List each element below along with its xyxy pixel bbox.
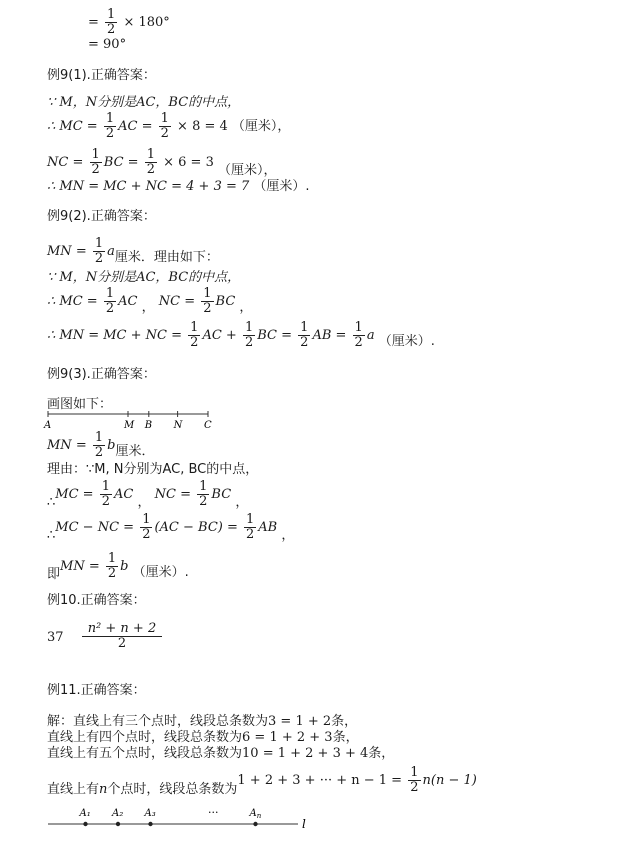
expr-lhs: NC =: [47, 155, 84, 170]
frac-num: 1: [107, 551, 117, 566]
frac-den: 2: [199, 494, 208, 509]
frac-num: 1: [94, 236, 104, 251]
answer-value: 37: [47, 630, 64, 645]
fraction: [105, 8, 117, 37]
ex9-3-line-4: [47, 513, 294, 542]
frac-num: 1: [146, 147, 155, 162]
heading-ex11: 例11.正确答案：: [47, 683, 146, 698]
frac-num: 1: [246, 512, 255, 527]
fraction: [106, 552, 118, 581]
expr-lhs: ∴ MC =: [47, 119, 98, 134]
text: 个点时，线段总条数为: [107, 782, 238, 797]
text: 直线上有五个点时，线段总条数为: [47, 746, 243, 761]
heading-ex10: 例10.正确答案：: [47, 593, 146, 608]
expr: ∴ MN = MC + NC = 4 + 3 = 7: [47, 179, 250, 194]
ex9-2-line-4: [47, 321, 435, 350]
expr: 1 + 2 + 3 + ··· + n − 1 =: [237, 773, 403, 788]
frac-den: 2: [410, 780, 419, 795]
line-points: [79, 808, 262, 826]
frac-den: 2: [354, 335, 363, 350]
expr-term: BC: [211, 487, 232, 502]
frac-num: 1: [101, 479, 110, 494]
frac-num: 1: [203, 286, 212, 301]
expr-rest: × 8 = 4: [177, 119, 228, 134]
separator: ，: [137, 495, 151, 510]
fraction: [90, 148, 102, 177]
fraction: [243, 321, 255, 350]
expr-lhs: MN =: [47, 438, 87, 453]
expr-term: AC: [114, 487, 134, 502]
expr-lhs: MN =: [47, 244, 87, 259]
fraction: [188, 321, 200, 350]
line-diagram-points: [40, 802, 330, 836]
expr-mid: BC =: [103, 155, 139, 170]
expr-lhs: ∴ MC =: [47, 294, 98, 309]
fraction: [93, 431, 105, 460]
fraction: [298, 321, 310, 350]
frac-num: 1: [190, 320, 199, 335]
point-label-2: A₂: [112, 808, 124, 819]
expr-mid: NC =: [158, 294, 196, 309]
expr-lhs: ∴ MN = MC + NC =: [47, 328, 183, 343]
frac-num: 1: [94, 430, 104, 445]
ex10-answer: [47, 622, 164, 651]
text: 直线上有: [47, 782, 100, 797]
point-dot-4: [253, 822, 257, 826]
ellipsis-dots: ···: [208, 806, 219, 819]
frac-num: 1: [244, 320, 254, 335]
separator: ，: [281, 528, 295, 543]
variable: a: [107, 244, 115, 259]
frac-den: 2: [107, 22, 116, 37]
text-end: 条，: [331, 714, 358, 729]
variable: b: [107, 438, 116, 453]
draw-label: 画图如下：: [47, 397, 113, 412]
frac-den: 2: [94, 445, 104, 460]
equals-sign: =: [88, 15, 99, 30]
heading-ex9-2: 例9(2).正确答案：: [47, 209, 156, 224]
frac-num: 1: [91, 147, 100, 162]
point-label-4: $A_n$: [249, 808, 262, 820]
text: 解：直线上有三个点时，线段总条数为: [47, 714, 269, 729]
frac-den: 2: [190, 335, 199, 350]
ex9-1-line-4: [47, 180, 310, 193]
frac-num: 1: [199, 479, 208, 494]
ex11-line-2: [47, 731, 359, 744]
expr-term: AB: [258, 520, 278, 535]
point-dot-1: [83, 822, 87, 826]
separator: ，: [235, 495, 249, 510]
expr: 3 = 1 + 2: [268, 714, 332, 729]
ex9-3-line-2: 理由：∵M, N分别为AC, BC的中点，: [47, 462, 259, 477]
separator: ，: [239, 300, 253, 315]
prefix-text: 即: [47, 567, 61, 582]
ex11-line-1: [47, 715, 357, 728]
text: 直线上有四个点时，线段总条数为: [47, 730, 243, 745]
frac-den: 2: [101, 494, 110, 509]
ex11-line-4: [47, 766, 477, 795]
frac-num: 1: [105, 111, 115, 126]
text-end: 条，: [332, 730, 359, 745]
frac-num: 1: [354, 320, 363, 335]
intro-line-2: = 90°: [88, 37, 127, 52]
frac-num: 1: [410, 765, 419, 780]
variable: a: [366, 328, 375, 343]
expr-mid: NC =: [154, 487, 191, 502]
point-label-b: B: [144, 420, 153, 430]
frac-den: 2: [160, 126, 169, 141]
point-dot-3: [148, 822, 152, 826]
expr-lhs: MN =: [60, 559, 100, 574]
ex9-3-line-1: [47, 431, 154, 460]
ex11-line-3: [47, 747, 394, 760]
frac-den: 2: [142, 527, 151, 542]
fraction: [201, 287, 213, 316]
frac-num: 1: [142, 512, 151, 527]
frac-den: 2: [105, 301, 115, 316]
frac-num: 1: [300, 320, 309, 335]
point-label-3: A₃: [144, 808, 156, 819]
expr-term: AC +: [202, 328, 237, 343]
fraction: [104, 287, 116, 316]
frac-den: 2: [246, 527, 255, 542]
heading-ex9-1: 例9(1).正确答案：: [47, 68, 156, 83]
expr-term: AC: [118, 294, 138, 309]
frac-den: 2: [300, 335, 309, 350]
expr-mid: AC =: [118, 119, 153, 134]
unit-text: （厘米），: [218, 163, 277, 178]
text-end: 条，: [368, 746, 395, 761]
frac-den: 2: [105, 126, 115, 141]
frac-num: 1: [105, 286, 115, 301]
frac-den: 2: [203, 301, 212, 316]
fraction: [100, 480, 112, 509]
ex9-1-line-3: [47, 148, 277, 177]
fraction: [353, 321, 365, 350]
expr-rest: n(n − 1): [422, 773, 477, 788]
frac-num: n² + n + 2: [82, 622, 163, 637]
expr: 6 = 1 + 2 + 3: [242, 730, 333, 745]
fraction: [244, 513, 256, 542]
intro-line-1: [88, 8, 170, 37]
expr-rest: × 6 = 3: [163, 155, 214, 170]
separator: ，: [141, 300, 155, 315]
point-label-c: C: [204, 420, 212, 430]
expr-term: BC: [215, 294, 236, 309]
heading-ex9-3: 例9(3).正确答案：: [47, 367, 156, 382]
segment-diagram-ac: [40, 408, 230, 430]
text-rest: 厘米．: [115, 444, 155, 459]
ex9-3-line-3: [47, 480, 248, 509]
expr-term: (AC − BC) =: [154, 520, 238, 535]
fraction: [145, 148, 157, 177]
variable: b: [120, 559, 129, 574]
expr-lhs: MC =: [55, 487, 94, 502]
expr-term: AB =: [312, 328, 347, 343]
expr-term: BC =: [257, 328, 293, 343]
therefore-symbol: ∴: [47, 495, 56, 510]
frac-den: 2: [107, 566, 117, 581]
expr: 10 = 1 + 2 + 3 + 4: [242, 746, 369, 761]
point-label-m: M: [124, 420, 135, 430]
frac-num: 1: [160, 111, 169, 126]
fraction: [140, 513, 152, 542]
fraction: [408, 766, 420, 795]
expr-rest: × 180°: [123, 15, 170, 30]
frac-den: 2: [117, 636, 127, 651]
ex9-1-line-1: ∵ M，N分别是AC，BC的中点，: [47, 95, 241, 110]
fraction: [93, 237, 105, 266]
ex9-2-line-2: ∵ M，N分别是AC，BC的中点，: [47, 270, 241, 285]
unit-text: （厘米）.: [253, 179, 310, 194]
unit-text: （厘米），: [231, 119, 291, 134]
unit-text: （厘米）.: [132, 565, 189, 580]
point-label-n: N: [173, 420, 183, 430]
fraction: [197, 480, 209, 509]
fraction: [82, 622, 163, 651]
text-rest: 厘米．理由如下：: [114, 250, 219, 265]
fraction: [104, 112, 116, 141]
frac-den: 2: [146, 162, 155, 177]
frac-num: 1: [107, 7, 116, 22]
point-label-a: A: [44, 420, 52, 430]
frac-den: 2: [94, 251, 104, 266]
frac-den: 2: [91, 162, 100, 177]
ex9-2-line-3: [47, 287, 252, 316]
ex9-3-line-5: [47, 552, 189, 581]
ex9-2-line-1: [47, 237, 219, 266]
point-dot-2: [116, 822, 120, 826]
fraction: [159, 112, 171, 141]
point-label-1: A₁: [79, 808, 91, 819]
therefore-symbol: ∴: [47, 528, 56, 543]
line-label: l: [302, 817, 306, 831]
variable: n: [99, 782, 108, 797]
expr-lhs: MC − NC =: [55, 520, 135, 535]
ex9-1-line-2: [47, 112, 290, 141]
unit-text: （厘米）.: [378, 334, 435, 349]
frac-den: 2: [244, 335, 254, 350]
